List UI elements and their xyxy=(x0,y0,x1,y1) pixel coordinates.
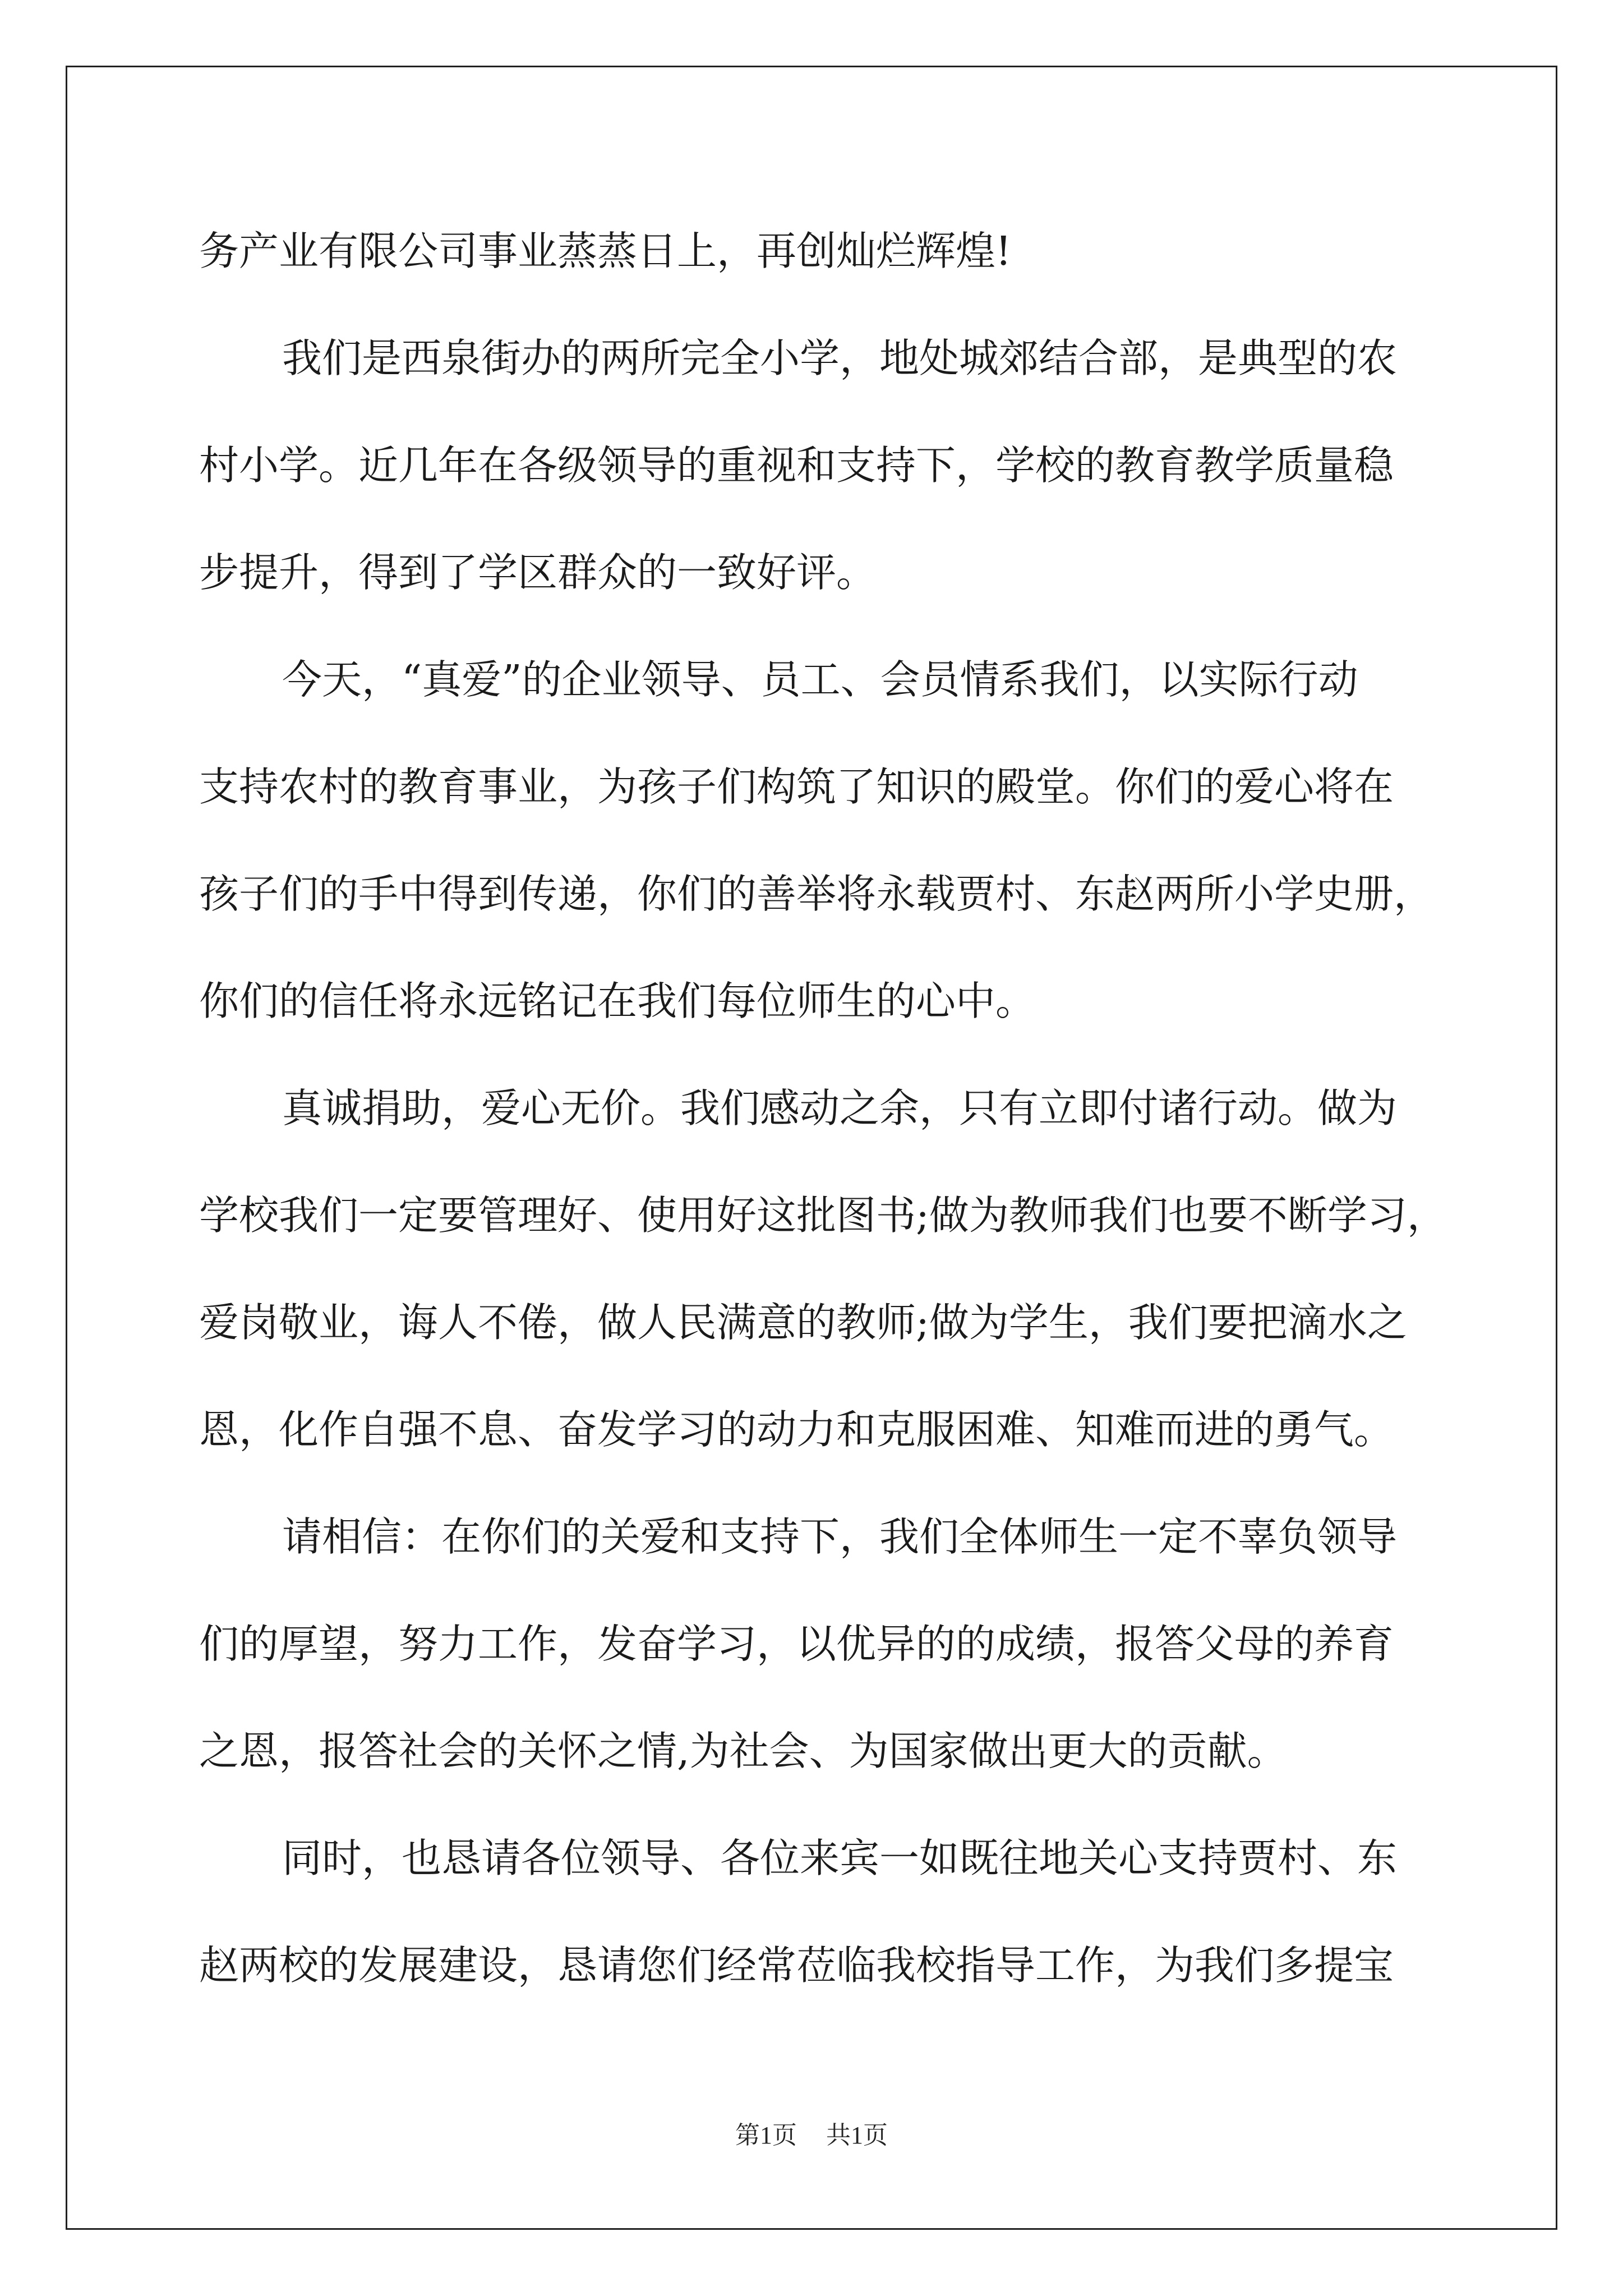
body-line: 步提升，得到了学区群众的一致好评。 xyxy=(199,549,877,596)
paragraph-first-line: 真诚捐助，爱心无价。我们感动之余，只有立即付诸行动。做为 xyxy=(282,1085,1398,1131)
body-line: 你们的信任将永远铭记在我们每位师生的心中。 xyxy=(199,978,1036,1024)
body-line: 恩，化作自强不息、奋发学习的动力和克服困难、知难而进的勇气。 xyxy=(199,1406,1394,1453)
body-line: 支持农村的教育事业，为孩子们构筑了知识的殿堂。你们的爱心将在 xyxy=(199,763,1394,810)
body-line: 学校我们一定要管理好、使用好这批图书;做为教师我们也要不断学习， xyxy=(199,1192,1447,1239)
paragraph-first-line: 我们是西泉街办的两所完全小学，地处城郊结合部，是典型的农 xyxy=(282,335,1398,381)
page-total: 共1页 xyxy=(826,2122,888,2149)
document-body xyxy=(199,197,1447,2019)
paragraph-first-line: 同时，也恳请各位领导、各位来宾一如既往地关心支持贾村、东 xyxy=(282,1835,1398,1881)
body-line: 爱岗敬业，诲人不倦，做人民满意的教师;做为学生，我们要把滴水之 xyxy=(199,1299,1407,1346)
body-line: 赵两校的发展建设，恳请您们经常莅临我校指导工作，为我们多提宝 xyxy=(199,1942,1394,1989)
paragraph-first-line: 请相信：在你们的关爱和支持下，我们全体师生一定不辜负领导 xyxy=(282,1513,1398,1560)
paragraph-first-line: 今天，“真爱”的企业领导、员工、会员情系我们，以实际行动 xyxy=(282,656,1358,703)
body-line: 务产业有限公司事业蒸蒸日上，再创灿烂辉煌! xyxy=(199,228,1012,274)
body-line: 们的厚望，努力工作，发奋学习，以优异的的成绩，报答父母的养育 xyxy=(199,1621,1394,1667)
body-line: 之恩，报答社会的关怀之情,为社会、为国家做出更大的贡献。 xyxy=(199,1728,1287,1774)
page-footer xyxy=(0,2119,1623,2152)
body-line: 村小学。近几年在各级领导的重视和支持下，学校的教育教学质量稳 xyxy=(199,442,1394,489)
page-number: 第1页 xyxy=(735,2122,797,2149)
body-line: 孩子们的手中得到传递，你们的善举将永载贾村、东赵两所小学史册， xyxy=(199,871,1434,917)
